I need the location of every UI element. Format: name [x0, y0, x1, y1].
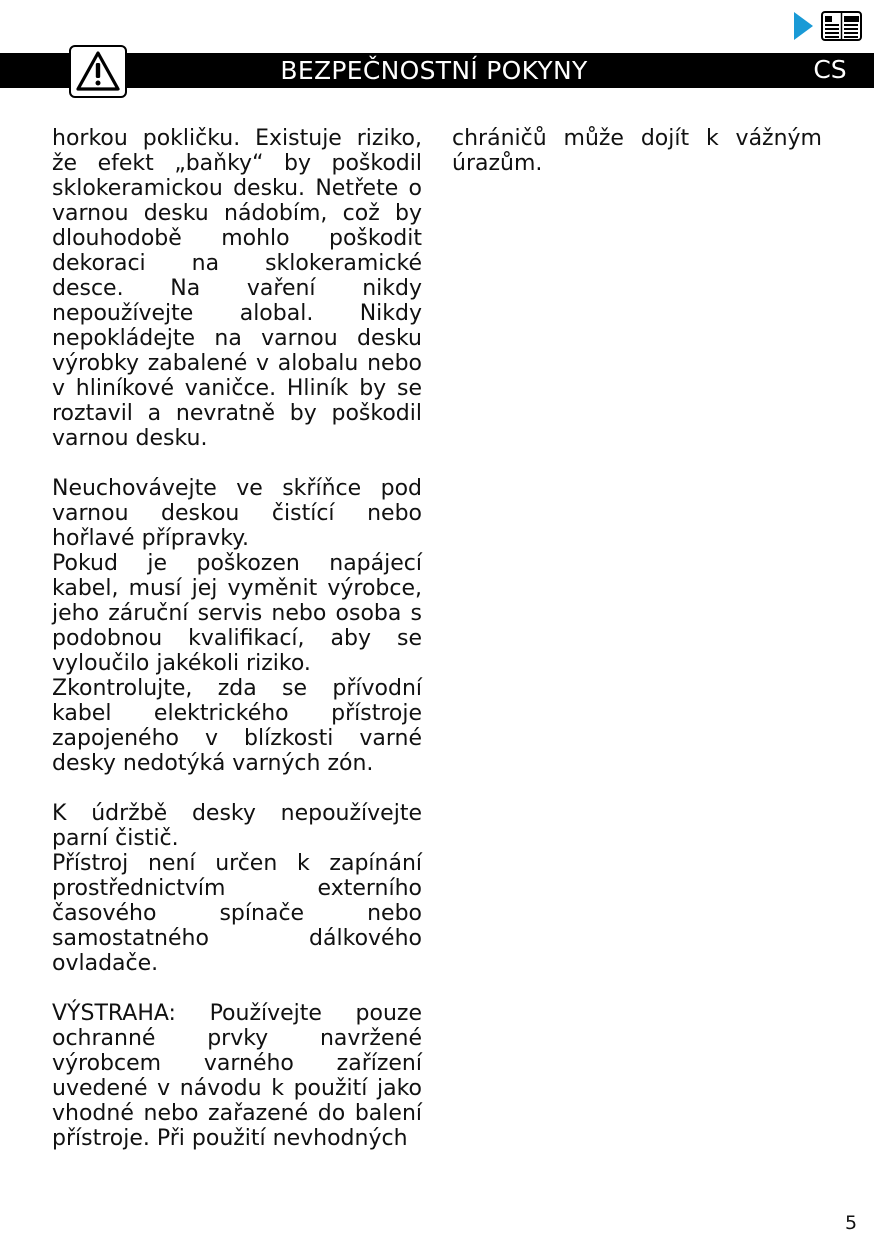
warning-triangle-icon [74, 49, 122, 93]
paragraph-external-timer: Přístroj není určen k zapínání prostřednictvím externího časového spínače nebo samostatného dálkového ovladače. [52, 851, 422, 976]
page-number: 5 [844, 1212, 858, 1234]
paragraph-injury-continuation: chráničů může dojít k vážným úrazům. [452, 126, 822, 176]
paragraph-power-cable: Pokud je poškozen napájecí kabel, musí jej vyměnit výrobce, jeho záruční servis nebo osoba s podobnou kvalifikací, aby se vyloučilo jakékoli riziko. [52, 551, 422, 676]
play-arrow-icon [794, 12, 813, 40]
left-column [52, 126, 422, 1151]
paragraph-cable-check: Zkontrolujte, zda se přívodní kabel elektrického přístroje zapojeného v blízkosti varné desky nedotýká varných zón. [52, 676, 422, 776]
language-code: CS [813, 55, 847, 84]
paragraph-ceramic-care: horkou pokličku. Existuje riziko, že efekt „baňky“ by poškodil sklokeramickou desku. Netřete o varnou desku nádobím, což by dlouhodobě mohlo poškodit dekoraci na sklokeramické desce. Na vaření nikdy nepoužívejte alobal. Nikdy nepokládejte na varnou desku výrobky zabalené v alobalu nebo v hliníkové vaničce. Hliník by se roztavil a nevratně by poškodil varnou desku. [52, 126, 422, 451]
paragraph-storage: Neuchovávejte ve skříňce pod varnou deskou čistící nebo hořlavé přípravky. [52, 476, 422, 551]
paragraph-warning-guards: VÝSTRAHA: Používejte pouze ochranné prvky navržené výrobcem varného zařízení uvedené v návodu k použití jako vhodné nebo zařazené do balení přístroje. Při použití nevhodných [52, 1001, 422, 1151]
warning-badge [69, 45, 127, 98]
manual-book-icon [821, 11, 862, 41]
right-column [452, 126, 822, 176]
paragraph-steam-cleaner: K údržbě desky nepoužívejte parní čistič. [52, 801, 422, 851]
page-title: BEZPEČNOSTNÍ POKYNY [280, 56, 588, 85]
